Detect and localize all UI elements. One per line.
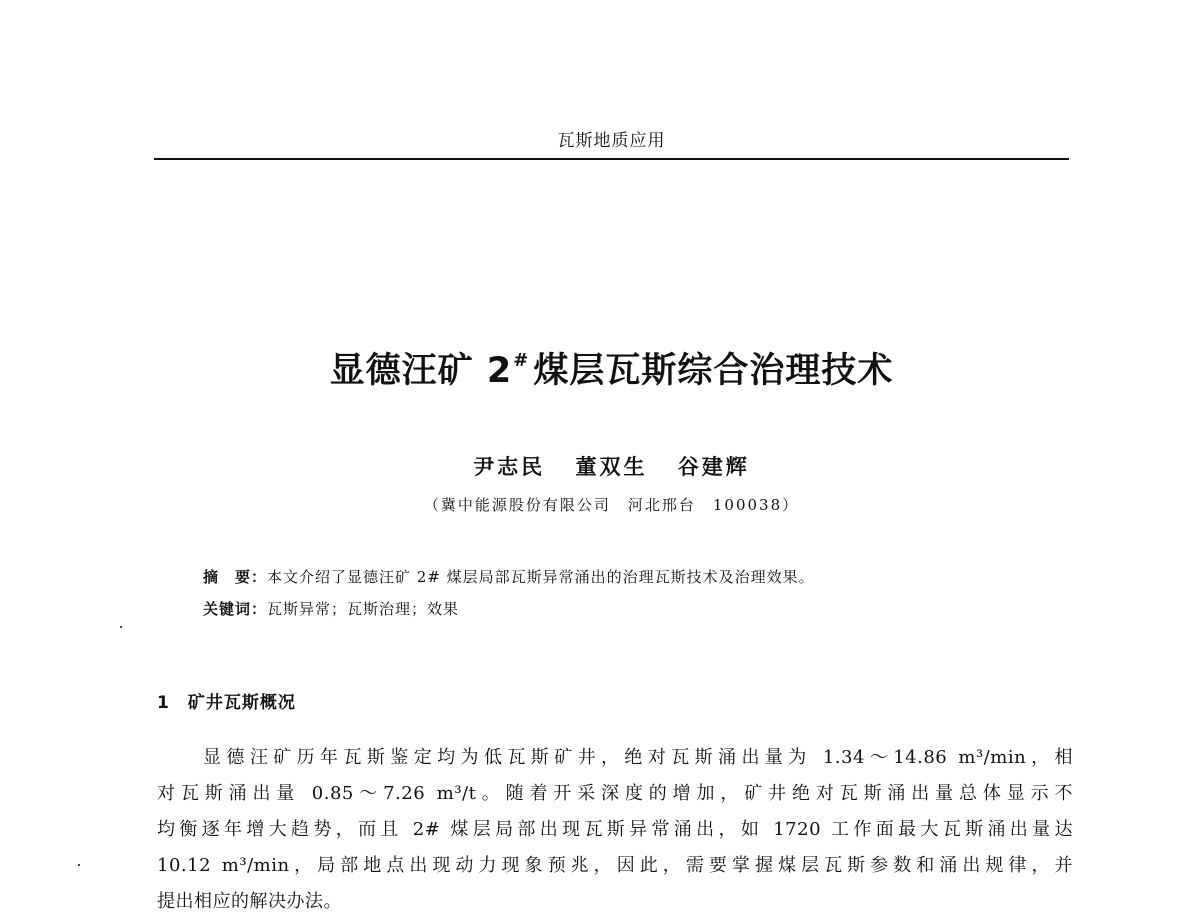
keywords-text: 瓦斯异常；瓦斯治理；效果 [267,600,460,618]
abstract [203,566,815,587]
body-line: 提出相应的解决办法。 [157,891,342,912]
section-heading: 1 矿井瓦斯概况 [157,693,296,713]
body-line: 均衡逐年增大趋势，而且 2# 煤层局部出现瓦斯异常涌出，如 1720 工作面最大瓦斯涌出量达 [157,819,1073,840]
scan-speck [120,626,122,628]
abstract-label: 摘 要： [203,568,268,586]
header-rule [154,158,1069,160]
title-part-1: 显德汪矿 2 [329,351,513,391]
title-part-2: 煤层瓦斯综合治理技术 [533,351,894,391]
body-line: 显德汪矿历年瓦斯鉴定均为低瓦斯矿井，绝对瓦斯涌出量为 1.34～14.86 m³/min，相 [203,747,1073,768]
abstract-text: 本文介绍了显德汪矿 2# 煤层局部瓦斯异常涌出的治理瓦斯技术及治理效果。 [267,568,815,586]
body-line: 对瓦斯涌出量 0.85～7.26 m³/t。随着开采深度的增加，矿井绝对瓦斯涌出量总体显示不 [157,783,1073,804]
author-list: 尹志民 董双生 谷建辉 [473,454,750,479]
running-header: 瓦斯地质应用 [557,131,666,151]
scan-speck [78,864,80,866]
title-superscript: # [513,350,530,371]
body-line: 10.12 m³/min，局部地点出现动力现象预兆，因此，需要掌握煤层瓦斯参数和涌出规律，并 [157,855,1073,876]
keywords-label: 关键词： [203,600,268,618]
affiliation: （冀中能源股份有限公司 河北邢台 100038） [423,496,800,514]
keywords [203,598,459,619]
article-title [154,343,1069,393]
